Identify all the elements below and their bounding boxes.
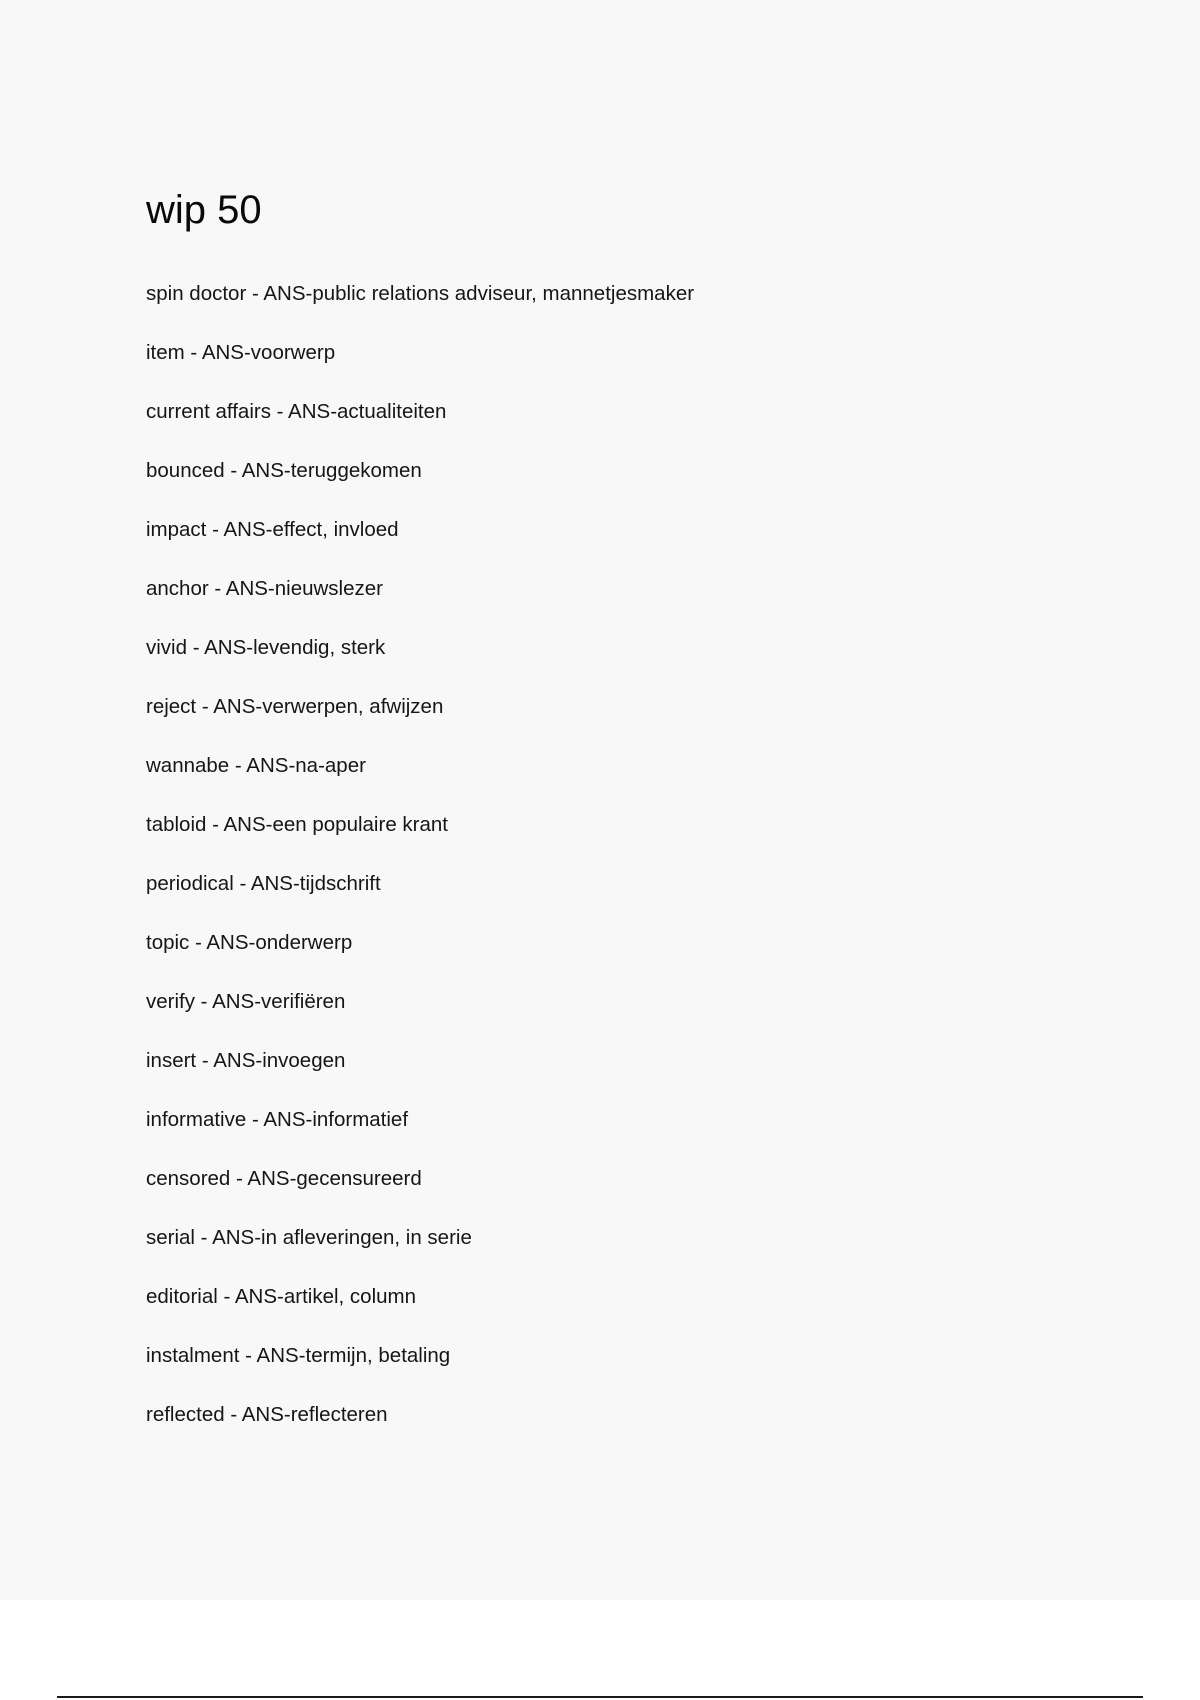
vocabulary-list bbox=[146, 279, 694, 1459]
vocabulary-entry: instalment - ANS-termijn, betaling bbox=[146, 1344, 451, 1367]
vocabulary-entry: editorial - ANS-artikel, column bbox=[146, 1285, 417, 1308]
vocabulary-entry: vivid - ANS-levendig, sterk bbox=[146, 636, 386, 659]
vocabulary-entry: current affairs - ANS-actualiteiten bbox=[146, 400, 447, 423]
vocabulary-entry: impact - ANS-effect, invloed bbox=[146, 518, 399, 541]
vocabulary-entry: informative - ANS-informatief bbox=[146, 1108, 409, 1131]
vocabulary-entry: spin doctor - ANS-public relations adviseur, mannetjesmaker bbox=[146, 282, 695, 305]
vocabulary-entry: periodical - ANS-tijdschrift bbox=[146, 872, 381, 895]
vocabulary-entry: wannabe - ANS-na-aper bbox=[146, 754, 366, 777]
vocabulary-entry: topic - ANS-onderwerp bbox=[146, 931, 353, 954]
vocabulary-entry: censored - ANS-gecensureerd bbox=[146, 1167, 422, 1190]
vocabulary-entry: item - ANS-voorwerp bbox=[146, 341, 336, 364]
vocabulary-entry: reflected - ANS-reflecteren bbox=[146, 1403, 388, 1426]
vocabulary-entry: insert - ANS-invoegen bbox=[146, 1049, 346, 1072]
vocabulary-entry: anchor - ANS-nieuwslezer bbox=[146, 577, 383, 600]
vocabulary-entry: bounced - ANS-teruggekomen bbox=[146, 459, 422, 482]
vocabulary-entry: verify - ANS-verifiëren bbox=[146, 990, 346, 1013]
vocabulary-entry: tabloid - ANS-een populaire krant bbox=[146, 813, 448, 836]
vocabulary-entry: serial - ANS-in afleveringen, in serie bbox=[146, 1226, 472, 1249]
page-title: wip 50 bbox=[146, 188, 262, 232]
footer-divider bbox=[57, 1696, 1143, 1698]
vocabulary-entry: reject - ANS-verwerpen, afwijzen bbox=[146, 695, 444, 718]
